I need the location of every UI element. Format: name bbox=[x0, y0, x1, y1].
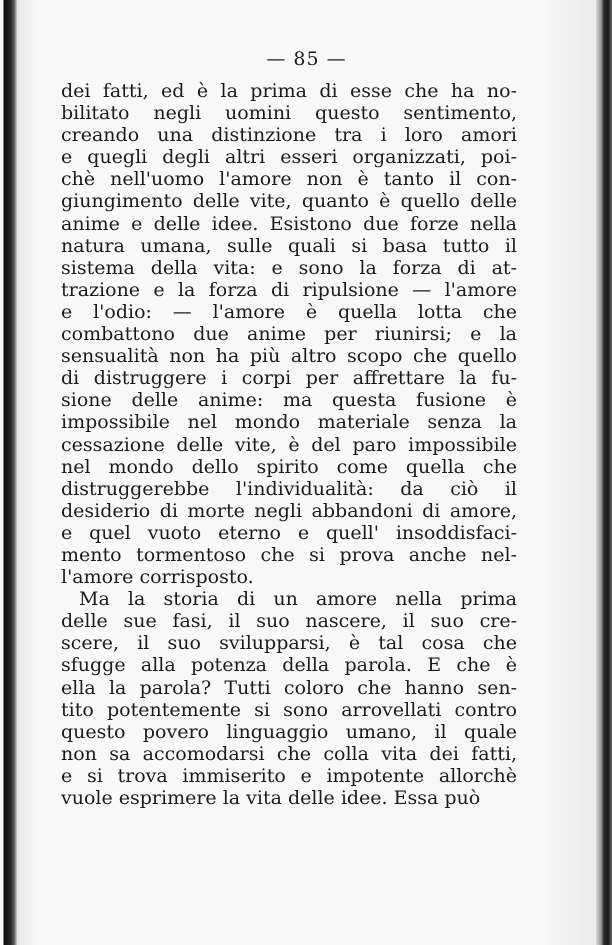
text-line: e si trova immiserito e impotente allorchè bbox=[61, 764, 517, 787]
text-line: cessazione delle vite, è del paro impossibile bbox=[61, 433, 517, 456]
text-line: creando una distinzione tra i loro amori bbox=[61, 124, 517, 147]
text-line: distruggerebbe l'individualità: da ciò il bbox=[61, 477, 517, 500]
text-line: e quegli degli altri esseri organizzati, poi- bbox=[61, 146, 517, 169]
text-line: chè nell'uomo l'amore non è tanto il con- bbox=[61, 168, 517, 191]
text-line: dei fatti, ed è la prima di esse che ha no- bbox=[61, 80, 517, 102]
text-line: combattono due anime per riunirsi; e la bbox=[61, 323, 517, 346]
text-line: trazione e la forza di ripulsione — l'amore bbox=[61, 278, 517, 301]
text-line: di distruggere i corpi per affrettare la fu- bbox=[61, 367, 517, 390]
text-line: ella la parola? Tutti coloro che hanno sen- bbox=[61, 676, 517, 699]
body-text bbox=[61, 80, 517, 809]
page-edge-shadow bbox=[596, 0, 612, 945]
text-line: non sa accomodarsi che colla vita dei fatti, bbox=[61, 742, 517, 765]
text-line: e l'odio: — l'amore è quella lotta che bbox=[61, 300, 517, 323]
book-spine-shadow bbox=[0, 0, 17, 945]
text-line: desiderio di morte negli abbandoni di amore, bbox=[61, 499, 517, 522]
text-line: vuole esprimere la vita delle idee. Essa può bbox=[61, 787, 481, 809]
text-line: Ma la storia di un amore nella prima bbox=[79, 588, 517, 611]
text-line: sistema della vita: e sono la forza di at- bbox=[61, 256, 517, 279]
text-line: sione delle anime: ma questa fusione è bbox=[61, 389, 517, 412]
book-page bbox=[17, 0, 596, 945]
text-line: impossibile nel mondo materiale senza la bbox=[61, 411, 517, 434]
text-line: bilitato negli uomini questo sentimento, bbox=[61, 102, 517, 125]
text-line: e quel vuoto eterno e quell' insoddisfaci- bbox=[61, 521, 517, 544]
text-line: natura umana, sulle quali si basa tutto il bbox=[61, 234, 517, 257]
page-number: — 85 — bbox=[266, 48, 347, 70]
text-line: delle sue fasi, il suo nascere, il suo cre- bbox=[61, 610, 517, 633]
text-line: scere, il suo svilupparsi, è tal cosa che bbox=[61, 632, 517, 655]
text-line: mento tormentoso che si prova anche nel- bbox=[61, 543, 517, 566]
text-line: tito potentemente si sono arrovellati contro bbox=[61, 698, 517, 721]
text-line: sfugge alla potenza della parola. E che è bbox=[61, 654, 517, 677]
text-line: questo povero linguaggio umano, il quale bbox=[61, 720, 517, 743]
text-line: anime e delle idee. Esistono due forze nella bbox=[61, 212, 517, 235]
text-line: l'amore corrisposto. bbox=[61, 566, 254, 589]
text-line: sensualità non ha più altro scopo che quello bbox=[61, 345, 517, 368]
text-line: nel mondo dello spirito come quella che bbox=[61, 455, 517, 478]
text-line: giungimento delle vite, quanto è quello delle bbox=[61, 190, 517, 213]
